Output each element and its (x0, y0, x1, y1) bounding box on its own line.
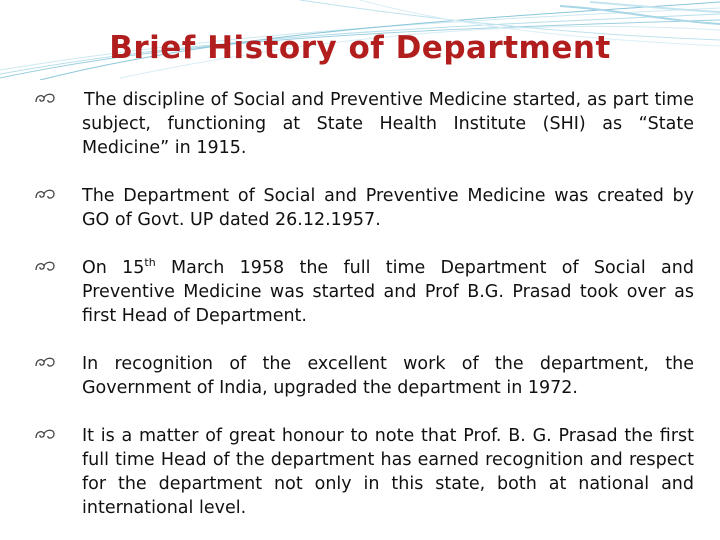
swirl-bullet-icon (34, 354, 56, 370)
swirl-bullet-icon (34, 90, 56, 106)
bullet-text-rest: March 1958 the full time Department of Social and Preventive Medicine was started and Prof B.G. Prasad took over as first Head of Department. (82, 258, 694, 326)
ordinal-suffix: th (144, 256, 156, 270)
swirl-bullet-icon (34, 426, 56, 442)
bullet-text: In recognition of the excellent work of the department, the Government of India, upgraded the department in 1972. (82, 354, 694, 398)
bullet-text (82, 256, 694, 328)
swirl-bullet-icon (34, 258, 56, 274)
slide-title: Brief History of Department (109, 30, 611, 66)
bullet-text: The discipline of Social and Preventive Medicine started, as part time subject, functioning at State Health Institute (SHI) as “State Medicine” in 1915. (82, 90, 694, 158)
bullet-text-start: On 15 (82, 258, 145, 278)
bullet-text: The Department of Social and Preventive Medicine was created by GO of Govt. UP dated 26.12.1957. (82, 186, 694, 230)
swirl-bullet-icon (34, 186, 56, 202)
bullet-text: It is a matter of great honour to note that Prof. B. G. Prasad the first full time Head of the department has earned recognition and respect for the department not only in this state, both at national and international level. (82, 426, 694, 518)
